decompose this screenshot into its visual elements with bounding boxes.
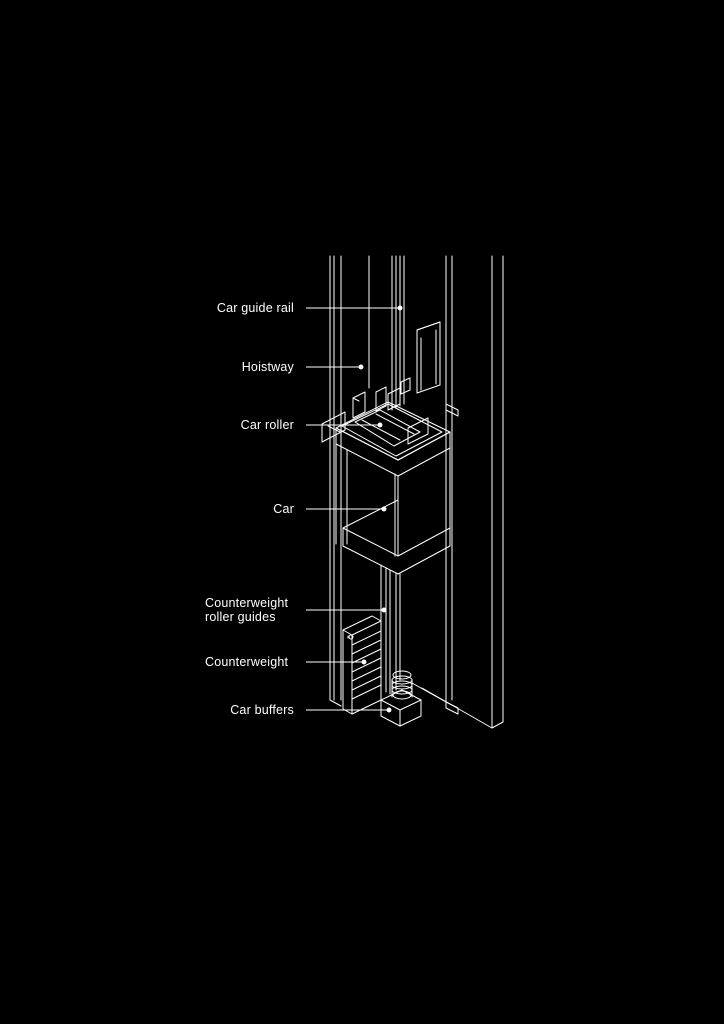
- label-car-buffers: Car buffers: [230, 703, 294, 717]
- counterweight-block: [343, 616, 381, 714]
- label-counterweight: Counterweight: [205, 655, 289, 669]
- label-hoistway: Hoistway: [241, 360, 294, 374]
- label-counterweight-roller-guides: [205, 596, 288, 624]
- hoistway-wall: [422, 256, 503, 728]
- leader-dot-car-buffers: [387, 708, 391, 712]
- leader-dot-car: [382, 507, 386, 511]
- buffer-base: [381, 690, 421, 726]
- landing-door-frame: [417, 322, 440, 393]
- label-car-roller: Car roller: [240, 418, 294, 432]
- leader-dot-counterweight-roller-guides: [382, 608, 386, 612]
- leader-dot-car-roller: [378, 423, 382, 427]
- leader-lines: [306, 306, 402, 712]
- leader-dot-hoistway: [359, 365, 363, 369]
- buffer-spring: [392, 671, 412, 699]
- label-car-guide-rail: Car guide rail: [216, 301, 294, 315]
- label-car: Car: [273, 502, 294, 516]
- car-guide-rail: [392, 256, 404, 410]
- car-sling: [381, 565, 400, 694]
- label-counterweight-roller-guides-line2: roller guides: [205, 610, 276, 624]
- elevator-structure: [322, 256, 503, 728]
- wall-bracket: [401, 378, 458, 416]
- leader-dot-car-guide-rail: [398, 306, 402, 310]
- car-body: [336, 428, 450, 574]
- leader-dot-counterweight: [362, 660, 366, 664]
- label-counterweight-roller-guides-line1: Counterweight: [205, 596, 289, 610]
